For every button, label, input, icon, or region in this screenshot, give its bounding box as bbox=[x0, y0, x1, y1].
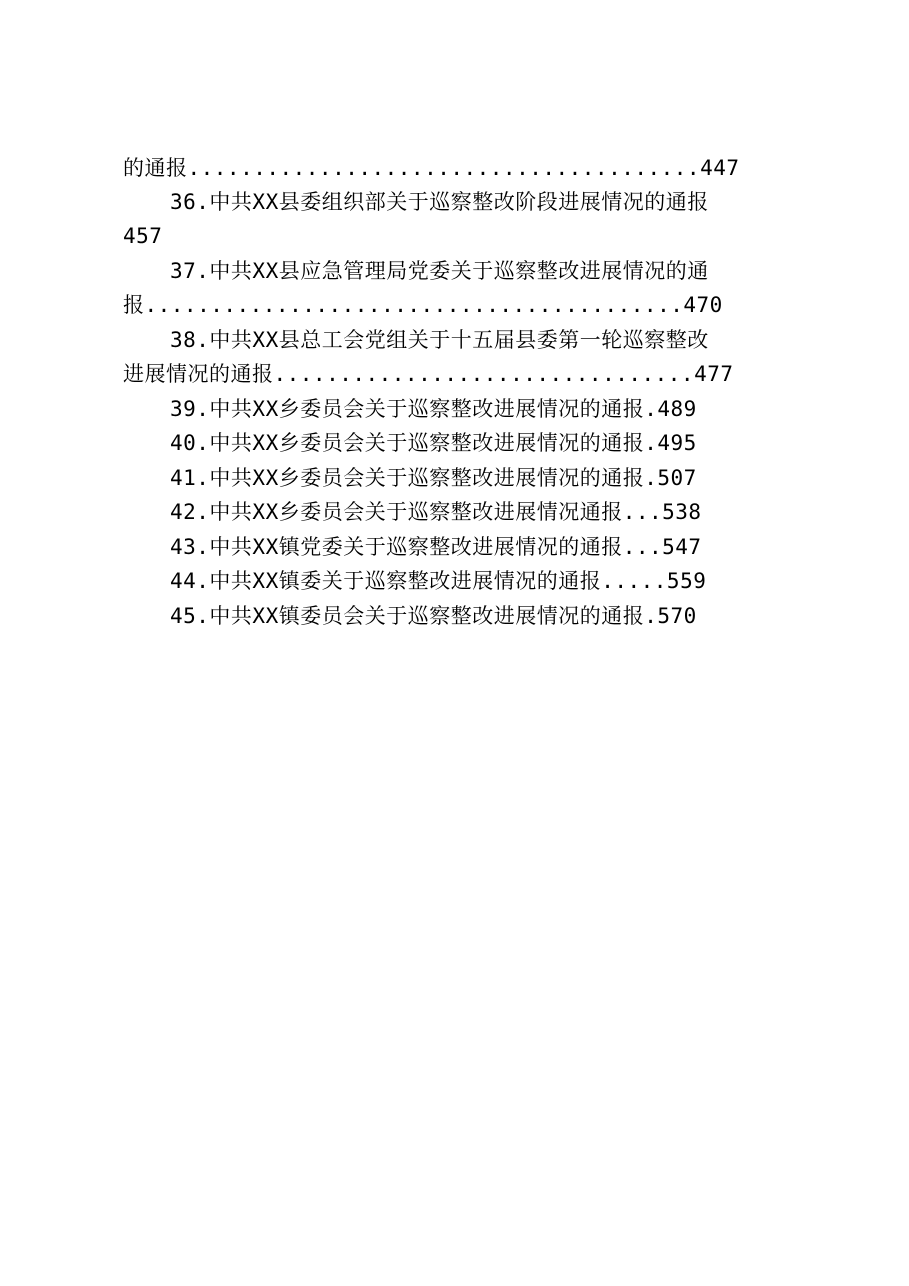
toc-entry-42: 42.中共XX乡委员会关于巡察整改进展情况通报...538 bbox=[170, 500, 702, 524]
toc-line-continuation-470: 报.........................................470 bbox=[123, 293, 723, 317]
toc-page-number-457: 457 bbox=[123, 224, 163, 248]
toc-entry-44: 44.中共XX镇委关于巡察整改进展情况的通报.....559 bbox=[170, 569, 707, 593]
toc-entry-45: 45.中共XX镇委员会关于巡察整改进展情况的通报.570 bbox=[170, 604, 697, 628]
toc-entry-40: 40.中共XX乡委员会关于巡察整改进展情况的通报.495 bbox=[170, 431, 697, 455]
toc-line-continuation-477: 进展情况的通报................................477 bbox=[123, 362, 734, 386]
toc-entry-43: 43.中共XX镇党委关于巡察整改进展情况的通报...547 bbox=[170, 535, 702, 559]
toc-entry-39: 39.中共XX乡委员会关于巡察整改进展情况的通报.489 bbox=[170, 397, 697, 421]
toc-entry-36: 36.中共XX县委组织部关于巡察整改阶段进展情况的通报 bbox=[170, 190, 709, 214]
toc-entry-37: 37.中共XX县应急管理局党委关于巡察整改进展情况的通 bbox=[170, 259, 709, 283]
toc-line-continuation-447: 的通报.......................................447 bbox=[123, 156, 740, 180]
toc-entry-38: 38.中共XX县总工会党组关于十五届县委第一轮巡察整改 bbox=[170, 328, 709, 352]
toc-entry-41: 41.中共XX乡委员会关于巡察整改进展情况的通报.507 bbox=[170, 466, 697, 490]
